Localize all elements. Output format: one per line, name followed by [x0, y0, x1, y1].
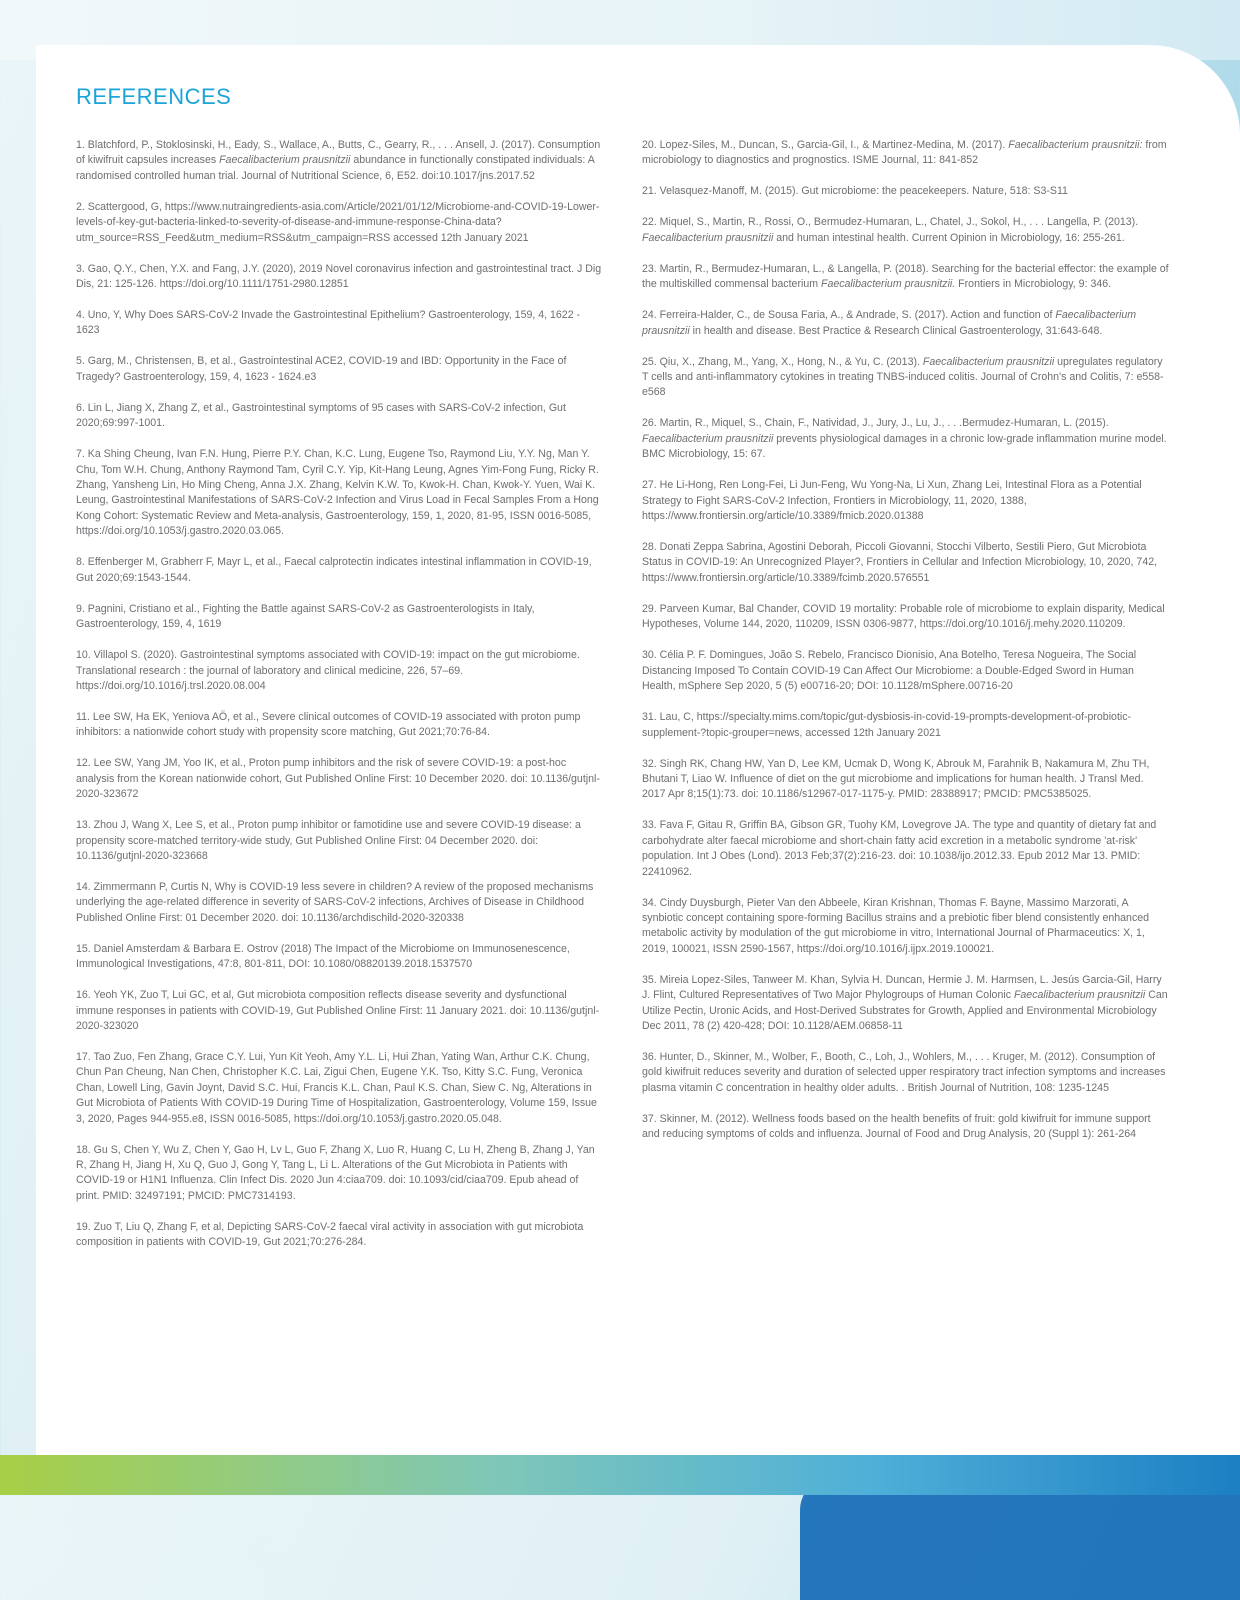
- reference-28: [642, 540, 1170, 586]
- reference-text: 10. Villapol S. (2020). Gastrointestinal symptoms associated with COVID-19: impact on the gut microbiome. Translational research : the journal of laboratory and clinical medicine, 226, 57–69. https://doi.org/10.1016/j.trsl.2020.08.004: [76, 649, 580, 692]
- reference-text: 26. Martin, R., Miquel, S., Chain, F., Natividad, J., Jury, J., Lu, J., . . .Bermudez-Humaran, L. (2015).: [642, 417, 1109, 430]
- reference-text: 2. Scattergood, G, https://www.nutraingredients-asia.com/Article/2021/01/12/Microbiome-and-COVID-19-Lower-levels-of-key-gut-bacteria-linked-to-severity-of-disease-and-immune-response-China-data?utm_source=RSS_Feed&utm_medium=RSS&utm_campaign=RSS accessed 12th January 2021: [76, 200, 600, 244]
- reference-text: 24. Ferreira-Halder, C., de Sousa Faria, A., & Andrade, S. (2017). Action and function of: [642, 309, 1056, 322]
- reference-7: [76, 447, 604, 539]
- reference-text: 36. Hunter, D., Skinner, M., Wolber, F., Booth, C., Loh, J., Wohlers, M., . . . Kruger, M. (2012). Consumption of gold kiwifruit reduces severity and duration of selected upper respiratory tract infection symptoms and increases plasma vitamin C concentration in healthy older adults. . British Journal of Nutrition, 108: 1235-1245: [642, 1050, 1166, 1094]
- reference-species-italic: Faecalibacterium prausnitzii.: [820, 278, 956, 291]
- reference-text: 30. Célia P. F. Domingues, João S. Rebelo, Francisco Dionisio, Ana Botelho, Teresa Nogueira, The Social Distancing Imposed To Contain COVID-19 Can Affect Our Microbiome: a Double-Edged Sword in Human Health, mSphere Sep 2020, 5 (5) e00716-20; DOI: 10.1128/mSphere.00716-20: [642, 649, 1137, 693]
- reference-9: [76, 602, 604, 633]
- reference-30: [642, 648, 1170, 694]
- reference-25: [642, 355, 1170, 401]
- reference-5: [76, 354, 604, 385]
- references-column-left: [76, 138, 604, 1266]
- reference-text: 1. Blatchford, P., Stoklosinski, H., Eady, S., Wallace, A., Butts, C., Gearry, R., . . . Ansell, J. (2017). Consumption of kiwifruit capsules increases: [76, 139, 601, 167]
- reference-37: [642, 1112, 1170, 1143]
- decorative-bottom-band: [0, 1455, 1240, 1495]
- reference-10: [76, 648, 604, 694]
- reference-19: [76, 1220, 604, 1251]
- reference-16: [76, 988, 604, 1034]
- reference-35: [642, 973, 1170, 1035]
- reference-29: [642, 602, 1170, 633]
- reference-species-italic: Faecalibacterium prausnitzii: [642, 309, 1137, 337]
- reference-species-italic: Faecalibacterium prausnitzii:: [1008, 139, 1143, 151]
- reference-text: 17. Tao Zuo, Fen Zhang, Grace C.Y. Lui, Yun Kit Yeoh, Amy Y.L. Li, Hui Zhan, Yating Wan, Arthur C.K. Chung, Chun Pan Cheung, Nan Chen, Christopher K.C. Lai, Zigui Chen, Eugene Y.K. Tso, Kitty S.C. Fung, Veronica Chan, Lowell Ling, Gavin Joynt, David S.C. Hui, Francis K.L. Chan, Paul K.S. Chan, Siew C. Ng, Alterations in Gut Microbiota of Patients With COVID-19 During Time of Hospitalization, Gastroenterology, Volume 159, Issue 3, 2020, Pages 944-955.e8, ISSN 0016-5085, https://doi.org/10.1053/j.gastro.2020.05.048.: [76, 1050, 597, 1125]
- reference-text: 4. Uno, Y, Why Does SARS-CoV-2 Invade the Gastrointestinal Epithelium? Gastroenterology, 159, 4, 1622 - 1623: [76, 309, 581, 337]
- reference-text: 28. Donati Zeppa Sabrina, Agostini Deborah, Piccoli Giovanni, Stocchi Vilberto, Sestili Piero, Gut Microbiota Status in COVID-19: An Unrecognized Player?, Frontiers in Cellular and Infection Microbiology, 10, 2020, 742, https://www.frontiersin.org/article/10.3389/fcimb.2020.576551: [642, 541, 1158, 584]
- reference-text: 5. Garg, M., Christensen, B, et al., Gastrointestinal ACE2, COVID-19 and IBD: Opportunity in the Face of Tragedy? Gastroenterology, 159, 4, 1623 - 1624.e3: [76, 355, 567, 383]
- reference-text: 6. Lin L, Jiang X, Zhang Z, et al., Gastrointestinal symptoms of 95 cases with SARS-CoV-2 infection, Gut 2020;69:997-1001.: [76, 401, 566, 430]
- reference-17: [76, 1050, 604, 1127]
- reference-text: 20. Lopez-Siles, M., Duncan, S., Garcia-Gil, I., & Martinez-Medina, M. (2017).: [642, 139, 1009, 151]
- reference-3: [76, 262, 604, 293]
- reference-text: 9. Pagnini, Cristiano et al., Fighting the Battle against SARS-CoV-2 as Gastroenterologists in Italy, Gastroenterology, 159, 4, 1619: [76, 602, 535, 631]
- reference-text: 21. Velasquez-Manoff, M. (2015). Gut microbiome: the peacekeepers. Nature, 518: S3-S11: [642, 185, 1068, 198]
- page-title: REFERENCES: [76, 84, 232, 109]
- reference-text: 32. Singh RK, Chang HW, Yan D, Lee KM, Ucmak D, Wong K, Abrouk M, Farahnik B, Nakamura M, Zhu TH, Bhutani T, Liao W. Influence of diet on the gut microbiome and implications for human health. J Transl Med. 2017 Apr 8;15(1):73. doi: 10.1186/s12967-017-1175-y. PMID: 28388917; PMCID: PMC5385025.: [642, 757, 1150, 801]
- reference-2: [76, 200, 604, 246]
- reference-12: [76, 756, 604, 802]
- reference-text: 34. Cindy Duysburgh, Pieter Van den Abbeele, Kiran Krishnan, Thomas F. Bayne, Massimo Marzorati, A synbiotic concept containing spore-forming Bacillus strains and a prebiotic fiber blend consistently enhanced metabolic activity by modulation of the gut microbiome in vitro, International Journal of Pharmaceutics: X, 1, 2019, 100021, ISSN 2590-1567, https://doi.org/10.1016/j.ijpx.2019.100021.: [642, 896, 1150, 955]
- reference-text: 29. Parveen Kumar, Bal Chander, COVID 19 mortality: Probable role of microbiome to explain disparity, Medical Hypotheses, Volume 144, 2020, 110209, ISSN 0306-9877, https://doi.org/10.1016/j.mehy.2020.110209.: [642, 602, 1165, 631]
- reference-text: 12. Lee SW, Yang JM, Yoo IK, et al., Proton pump inhibitors and the risk of severe COVID-19: a post-hoc analysis from the Korean nationwide cohort, Gut Published Online First: 10 December 2020. doi: 10.1136/gutjnl-2020-323672: [76, 757, 600, 801]
- references-column-right: [642, 138, 1170, 1158]
- reference-6: [76, 401, 604, 432]
- reference-species-italic: Faecalibacterium prausnitzii: [642, 432, 774, 445]
- reference-33: [642, 818, 1170, 880]
- reference-text: 22. Miquel, S., Martin, R., Rossi, O., Bermudez-Humaran, L., Chatel, J., Sokol, H., . . . Langella, P. (2013).: [642, 216, 1139, 229]
- reference-8: [76, 555, 604, 586]
- reference-text: 7. Ka Shing Cheung, Ivan F.N. Hung, Pierre P.Y. Chan, K.C. Lung, Eugene Tso, Raymond Liu, Y.Y. Ng, Man Y. Chu, Tom W.H. Chung, Anthony Raymond Tam, Cyril C.Y. Yip, Kit-Hang Leung, Agnes Yim-Fong Fung, Ricky R. Zhang, Yansheng Lin, Ho Ming Cheng, Anna J.X. Zhang, Kelvin K.W. To, Kwok-H. Chan, Kwok-Y. Yuen, Wai K. Leung, Gastrointestinal Manifestations of SARS-CoV-2 Infection and Virus Load in Fecal Samples From a Hong Kong Cohort: Systematic Review and Meta-analysis, Gastroenterology, 159, 1, 2020, 81-95, ISSN 0016-5085, https://doi.org/10.1053/j.gastro.2020.03.065.: [76, 448, 599, 538]
- reference-27: [642, 478, 1170, 524]
- reference-text: 8. Effenberger M, Grabherr F, Mayr L, et al., Faecal calprotectin indicates intestinal inflammation in COVID-19, Gut 2020;69:1543-1544.: [76, 556, 592, 584]
- reference-text: 18. Gu S, Chen Y, Wu Z, Chen Y, Gao H, Lv L, Guo F, Zhang X, Luo R, Huang C, Lu H, Zheng B, Zhang J, Yan R, Zhang H, Jiang H, Xu Q, Guo J, Gong Y, Tang L, Li L. Alterations of the Gut Microbiota in Patients with COVID-19 or H1N1 Influenza. Clin Infect Dis. 2020 Jun 4:ciaa709. doi: 10.1093/cid/ciaa709. Epub ahead of print. PMID: 32497191; PMCID: PMC7314193.: [76, 1143, 595, 1202]
- reference-31: [642, 710, 1170, 741]
- reference-text: upregulates regulatory T cells and anti-inflammatory cytokines in treating TNBS-induced colitis. Journal of Crohn's and Colitis, 7: e558-e568: [642, 355, 1164, 399]
- reference-species-italic: Faecalibacterium prausnitzii: [219, 154, 351, 167]
- reference-text: Can Utilize Pectin, Uronic Acids, and Host-Derived Substrates for Growth, Applied and Environmental Microbiology Dec 2011, 78 (2) 420-428; DOI: 10.1128/AEM.06858-11: [642, 989, 1168, 1032]
- reference-20: [642, 138, 1170, 169]
- reference-text: 31. Lau, C, https://specialty.mims.com/topic/gut-dysbiosis-in-covid-19-prompts-development-of-probiotic-supplement-?topic-grouper=news, accessed 12th January 2021: [642, 711, 1132, 739]
- reference-13: [76, 818, 604, 864]
- reference-text: 3. Gao, Q.Y., Chen, Y.X. and Fang, J.Y. (2020), 2019 Novel coronavirus infection and gastrointestinal tract. J Dig Dis, 21: 125-126. https://doi.org/10.1111/1751-2980.12851: [76, 262, 602, 291]
- reference-text: 35. Mireia Lopez-Siles, Tanweer M. Khan, Sylvia H. Duncan, Hermie J. M. Harmsen, L. Jesús Garcia-Gil, Harry J. Flint, Cultured Representatives of Two Major Phylogroups of Human Colonic: [642, 973, 1162, 1002]
- reference-text: 13. Zhou J, Wang X, Lee S, et al., Proton pump inhibitor or famotidine use and severe COVID-19 disease: a propensity score-matched territory-wide study, Gut Published Online First: 04 December 2020. doi: 10.1136/gutjnl-2020-323668: [76, 819, 581, 862]
- reference-text: prevents physiological damages in a chronic low-grade inflammation murine model. BMC Microbiology, 15: 67.: [642, 432, 1167, 461]
- reference-text: 14. Zimmermann P, Curtis N, Why is COVID-19 less severe in children? A review of the proposed mechanisms underlying the age-related difference in severity of SARS-CoV-2 infections, Archives of Disease in Childhood Published Online First: 01 December 2020. doi: 10.1136/archdischild-2020-320338: [76, 880, 594, 924]
- reference-1: [76, 138, 604, 184]
- reference-text: 19. Zuo T, Liu Q, Zhang F, et al, Depicting SARS-CoV-2 faecal viral activity in association with gut microbiota composition in patients with COVID-19, Gut 2021;70:276-284.: [76, 1220, 584, 1249]
- reference-text: 27. He Li-Hong, Ren Long-Fei, Li Jun-Feng, Wu Yong-Na, Li Xun, Zhang Lei, Intestinal Flora as a Potential Strategy to Fight SARS-CoV-2 Infection, Frontiers in Microbiology, 11, 2020, 1388, https://www.frontiersin.org/article/10.3389/fmicb.2020.01388: [642, 479, 1142, 523]
- reference-18: [76, 1143, 604, 1205]
- reference-text: abundance in functionally constipated individuals: A randomised controlled human trial. Journal of Nutritional Science, 6, E52. doi:10.1017/jns.2017.52: [76, 154, 595, 182]
- reference-species-italic: Faecalibacterium prausnitzii: [1013, 989, 1146, 1002]
- reference-text: 37. Skinner, M. (2012). Wellness foods based on the health benefits of fruit: gold kiwifruit for immune support and reducing symptoms of colds and influenza. Journal of Food and Drug Analysis, 20 (Suppl 1): 261-264: [642, 1112, 1151, 1141]
- reference-text: 33. Fava F, Gitau R, Griffin BA, Gibson GR, Tuohy KM, Lovegrove JA. The type and quantity of dietary fat and carbohydrate alter faecal microbiome and short-chain fatty acid excretion in a metabolic syndrome 'at-risk' population. Int J Obes (Lond). 2013 Feb;37(2):216-23. doi: 10.1038/ijo.2012.33. Epub 2012 Mar 13. PMID: 22410962.: [642, 819, 1157, 878]
- reference-36: [642, 1050, 1170, 1096]
- reference-26: [642, 416, 1170, 462]
- reference-24: [642, 308, 1170, 339]
- reference-text: in health and disease. Best Practice & Research Clinical Gastroenterology, 31:643-648.: [689, 324, 1103, 337]
- reference-32: [642, 757, 1170, 803]
- reference-14: [76, 880, 604, 926]
- reference-4: [76, 308, 604, 339]
- reference-text: and human intestinal health. Current Opinion in Microbiology, 16: 255-261.: [773, 231, 1125, 244]
- reference-23: [642, 262, 1170, 293]
- reference-text: 25. Qiu, X., Zhang, M., Yang, X., Hong, N., & Yu, C. (2013).: [642, 355, 923, 368]
- reference-text: 23. Martin, R., Bermudez-Humaran, L., & Langella, P. (2018). Searching for the bacterial effector: the example of the multiskilled commensal bacterium: [642, 262, 1169, 291]
- reference-text: 15. Daniel Amsterdam & Barbara E. Ostrov (2018) The Impact of the Microbiome on Immunosenescence, Immunological Investigations, 47:8, 801-811, DOI: 10.1080/08820139.2018.1537570: [76, 942, 570, 971]
- reference-species-italic: Faecalibacterium prausnitzii: [922, 355, 1055, 368]
- reference-text: Frontiers in Microbiology, 9: 346.: [955, 278, 1112, 291]
- reference-11: [76, 710, 604, 741]
- reference-text: from microbiology to diagnostics and prognostics. ISME Journal, 11: 841-852: [642, 139, 1167, 167]
- reference-34: [642, 896, 1170, 958]
- reference-species-italic: Faecalibacterium prausnitzii: [642, 231, 774, 244]
- reference-21: [642, 184, 1170, 199]
- reference-text: 16. Yeoh YK, Zuo T, Lui GC, et al, Gut microbiota composition reflects disease severity and dysfunctional immune responses in patients with COVID-19, Gut Published Online First: 11 January 2021. doi: 10.1136/gutjnl-2020-323020: [76, 989, 600, 1032]
- reference-text: 11. Lee SW, Ha EK, Yeniova AÖ, et al., Severe clinical outcomes of COVID-19 associated with proton pump inhibitors: a nationwide cohort study with propensity score matching, Gut 2021;70:76-84.: [76, 710, 581, 739]
- reference-22: [642, 215, 1170, 246]
- reference-15: [76, 942, 604, 973]
